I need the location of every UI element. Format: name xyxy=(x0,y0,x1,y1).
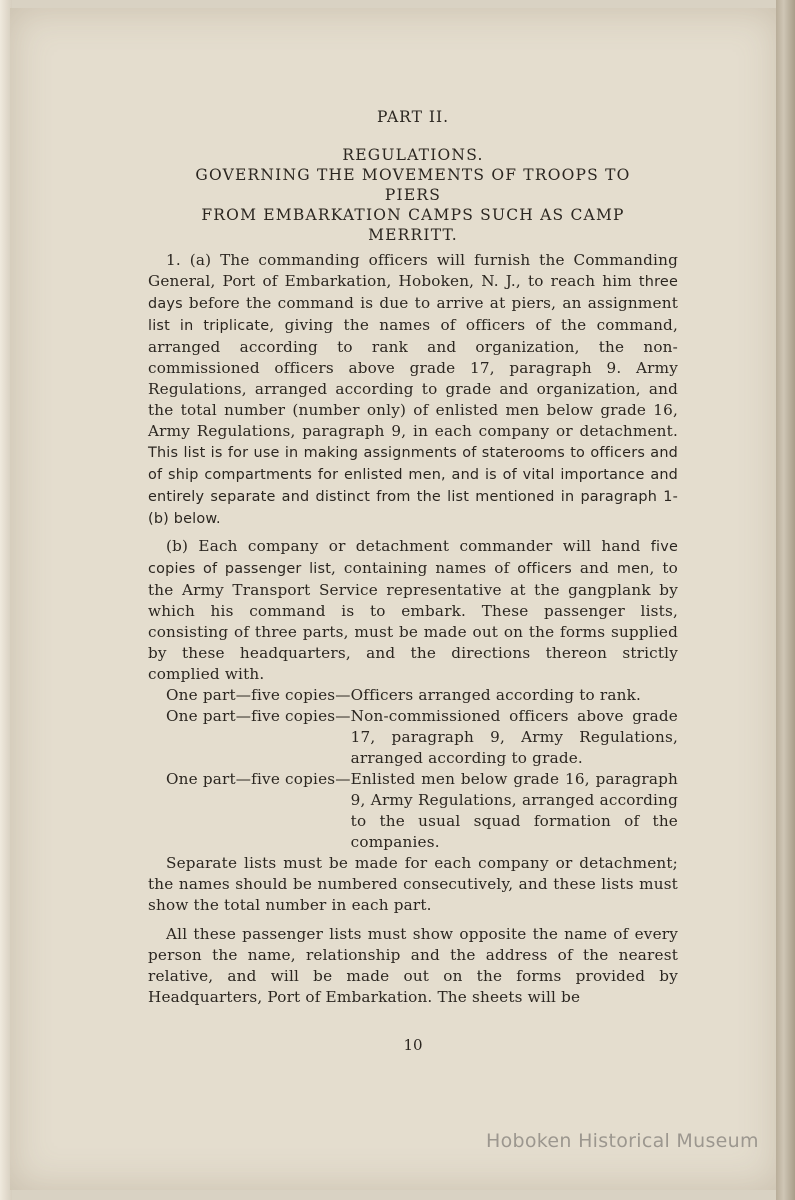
emphasis-run: five copies of passenger list xyxy=(148,539,678,577)
list-item-label: One part—five copies— xyxy=(166,707,351,725)
museum-watermark: Hoboken Historical Museum xyxy=(486,1130,759,1152)
regulations-title xyxy=(148,145,678,245)
passenger-list-parts xyxy=(166,685,678,853)
text-run: and xyxy=(572,559,617,577)
list-item xyxy=(166,706,678,769)
paragraph-separate-lists: Separate lists must be made for each company or detachment; the names should be numbered consecutively, and these lists must show the total number in each part. xyxy=(148,854,678,914)
part-heading: PART II. xyxy=(376,108,450,126)
list-item-label: One part—five copies— xyxy=(166,686,351,704)
emphasis-run: list in triplicate xyxy=(148,318,270,334)
list-item-label: One part—five copies— xyxy=(166,770,351,788)
emphasis-run: officers xyxy=(517,561,572,577)
title-line: FROM EMBARKATION CAMPS SUCH AS CAMP xyxy=(201,206,625,224)
list-item xyxy=(166,769,678,853)
text-run: (b) Each company or detachment commander will hand xyxy=(166,537,651,555)
emphasis-run: men xyxy=(616,561,650,577)
text-run: , containing names of xyxy=(331,559,518,577)
paragraph-all-lists: All these passenger lists must show opposite the name of every person the name, relationship and the address of the nearest relative, and will be made out on the forms provided by Headquarters, Port of Embarkation. The sheets will be xyxy=(148,925,678,1006)
list-item xyxy=(166,685,678,706)
emphasis-run: This list is for use in making assignments of staterooms to officers and of ship compartments for enlisted men, and is of vital importance and entirely separate and distinct from the list mentioned in paragraph 1-(b) below. xyxy=(148,445,678,527)
list-item-text: Officers arranged according to rank. xyxy=(350,686,642,704)
title-line: MERRITT. xyxy=(368,226,458,244)
list-item-text: Enlisted men below grade 16, paragraph 9, Army Regulations, arranged according to the usual squad formation of the companies. xyxy=(350,770,678,851)
title-line: REGULATIONS. xyxy=(342,146,484,164)
emphasis-run: three days xyxy=(148,274,678,312)
title-line: GOVERNING THE MOVEMENTS OF TROOPS TO xyxy=(195,166,631,184)
page-number: 10 xyxy=(403,1036,423,1054)
text-run: before the command is due to arrive at piers, an assignment xyxy=(182,294,678,312)
page-right-edge xyxy=(776,0,795,1200)
text-run: , giving the names of officers of the command, arranged according to rank and organization, the non-commissioned officers above grade 17, paragraph 9. Army Regulations, arranged according to grade and organization, and the total number (number only) of enlisted men below grade 16, Army Regulations, paragraph 9, in each company or detachment. xyxy=(148,316,679,440)
title-line: PIERS xyxy=(384,186,442,204)
paragraph-1a xyxy=(148,250,678,530)
list-item-text: Non-commissioned officers above grade 17, paragraph 9, Army Regulations, arranged according to grade. xyxy=(350,707,678,767)
text-run: 1. (a) The commanding officers will furnish the Commanding General, Port of Embarkation, Hoboken, N. J., to reach him xyxy=(148,251,678,290)
body-text xyxy=(148,250,678,1008)
text-run: , to the Army Transport Service representative at the gangplank by which his command is to embark. These passenger lists, consisting of three parts, must be made out on the forms supplied by these headquarters, and the directions thereon strictly complied with. xyxy=(148,559,678,683)
paragraph-1b xyxy=(148,536,678,685)
